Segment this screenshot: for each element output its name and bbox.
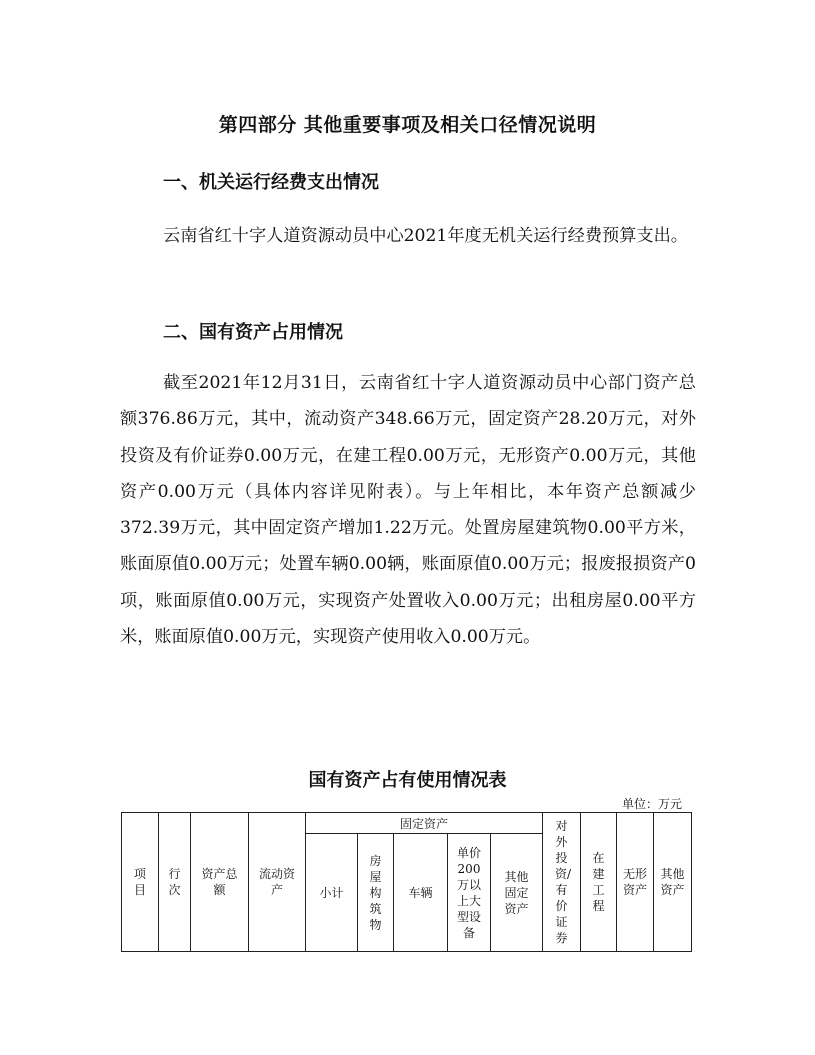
header-current-assets: 流动资产 <box>249 813 306 952</box>
section-heading-state-assets: 二、国有资产占用情况 <box>163 322 343 343</box>
header-investment: 对外投资/有价证券 <box>543 813 581 952</box>
paragraph-operating-funds: 云南省红十字人道资源动员中心2021年度无机关运行经费预算支出。 <box>163 226 688 246</box>
header-vehicles: 车辆 <box>394 834 448 952</box>
table-title: 国有资产占有使用情况表 <box>308 770 507 791</box>
table-unit: 单位：万元 <box>621 797 682 811</box>
paragraph-state-assets: 截至2021年12月31日，云南省红十字人道资源动员中心部门资产总额376.86万元，其中，流动资产348.66万元，固定资产28.20万元，对外投资及有价证券0.00万元，在建工程0.00万元，无形资产0.00万元，其他资产0.00万元（具体内容详见附表）。与上年相比，本年资产总额减少372.39万元，其中固定资产增加1.22万元。处置房屋建筑物0.00平方米，账面原值0.00万元；处置车辆0.00辆，账面原值0.00万元；报废报损资产0项，账面原值0.00万元，实现资产处置收入0.00万元；出租房屋0.00平方米，账面原值0.00万元，实现资产使用收入0.00万元。 <box>120 373 696 648</box>
asset-table <box>121 812 692 952</box>
header-construction: 在建工程 <box>581 813 617 952</box>
header-subtotal: 小计 <box>306 834 358 952</box>
header-item: 项目 <box>122 813 159 952</box>
header-buildings: 房屋构筑物 <box>358 834 394 952</box>
header-fixed-assets: 固定资产 <box>306 813 543 834</box>
header-other-fixed: 其他固定资产 <box>491 834 543 952</box>
page-title: 第四部分 其他重要事项及相关口径情况说明 <box>218 114 597 136</box>
header-large-equipment: 单价200万以上大型设备 <box>448 834 491 952</box>
header-intangible: 无形资产 <box>617 813 654 952</box>
header-other-assets: 其他资产 <box>654 813 692 952</box>
section-heading-operating-funds: 一、机关运行经费支出情况 <box>163 172 379 193</box>
header-row-no: 行次 <box>159 813 191 952</box>
header-total-assets: 资产总额 <box>191 813 249 952</box>
